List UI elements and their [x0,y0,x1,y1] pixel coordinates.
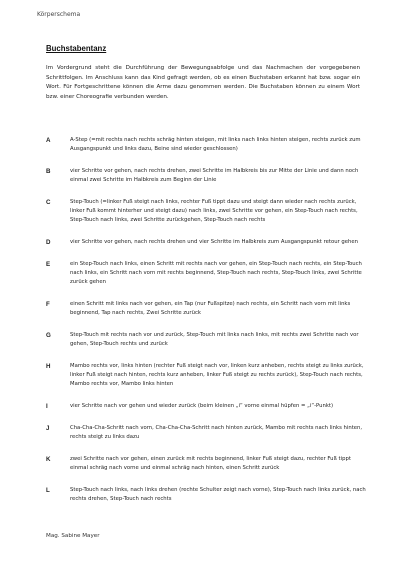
page-header: Körperschema [37,11,81,18]
step-letter: C [46,199,51,206]
step-entry-j [46,424,366,442]
step-description: zwei Schritte nach vor gehen, einen zurück mit rechts beginnend, linker Fuß steigt dazu, rechter Fuß tippt einmal schräg nach vorne und einmal schräg nach hinten, einen Schritt zurück [70,456,351,471]
step-entry-i [46,402,366,411]
document-title: Buchstabentanz [46,44,107,53]
step-description: Step-Touch mit rechts nach vor und zurück, Step-Touch mit links nach links, mit rechts zwei Schritte nach vor gehen, Step-Touch rechts und zurück [70,332,359,347]
step-description: vier Schritte nach vor gehen und wieder zurück (beim kleinen „i“ vorne einmal hüpfen = „i“-Punkt) [70,403,334,409]
step-entry-g [46,331,366,349]
step-description: A-Step (=mit rechts nach rechts schräg hinten steigen, mit links nach links hinten steigen, rechts zurück zum Ausgangspunkt und links dazu, Beine sind wieder geschlossen) [70,137,361,152]
step-entry-k [46,455,366,473]
step-letter: J [46,425,50,432]
step-entry-b [46,167,366,185]
step-entry-f [46,300,366,318]
step-letter: H [46,363,51,370]
step-letter: F [46,301,50,308]
intro-paragraph: Im Vordergrund steht die Durchführung der Bewegungsabfolge und das Nachmachen der vorgegebenen Schrittfolgen. Im Anschluss kann das Kind gefragt werden, ob es einen Buchstaben erkannt hat bzw. sogar ein Wort. Für Fortgeschrittene können die Arme dazu genommen werden. Die Buchstaben können zu einem Wort bzw. einer Choreografie verbunden werden. [46,65,360,100]
step-entry-c [46,198,366,225]
step-letter: A [46,137,51,144]
step-description: Step-Touch (=linker Fuß steigt nach links, rechter Fuß tippt dazu und steigt dann wieder nach rechts zurück, linker Fuß kommt hinterher und steigt dazu) nach links, zwei Schritte vor gehen, ein Step-Touch nach rechts, Step-Touch nach links, zwei Schritte zurückgehen, Step-Touch nach rechts [70,199,358,223]
step-description: Cha-Cha-Cha-Schritt nach vorn, Cha-Cha-Cha-Schritt nach hinten zurück, Mambo mit rechts nach links hinten, rechts steigt zu links dazu [70,425,363,440]
step-letter: K [46,456,51,463]
step-letter: E [46,261,51,268]
step-letter: G [46,332,51,339]
step-description: vier Schritte vor gehen, nach rechts drehen, zwei Schritte im Halbkreis bis zur Mitte der Linie und dann noch einmal zwei Schritte im Halbkreis zum Beginn der Linie [70,168,359,183]
step-list [46,136,366,504]
step-description: Mambo rechts vor, links hinten (rechter Fuß steigt nach vor, linken kurz anheben, rechts steigt zu links zurück, linker Fuß steigt nach hinten, rechts kurz anheben, linker Fuß steigt zu rechts zurück), Step-Touch nach rechts, Mambo rechts vor, Mambo links hinten [70,363,364,387]
step-description: ein Step-Touch nach links, einen Schritt mit rechts nach vor gehen, ein Step-Touch nach rechts, ein Step-Touch nach links, ein Schritt nach vorn mit rechts beginnend, Step-Touch nach rechts, Step-Touch links, zwei Schritte zurück gehen [70,261,362,285]
step-letter: D [46,239,51,246]
step-entry-a [46,136,366,154]
step-entry-l [46,486,366,504]
step-letter: L [46,487,50,494]
step-description: einen Schritt mit links nach vor gehen, ein Tap (nur Fußspitze) nach rechts, ein Schritt nach vorn mit links beginnend, Tap nach rechts, Zwei Schritte zurück [70,301,351,316]
step-letter: I [46,403,48,410]
step-entry-e [46,260,366,287]
step-description: vier Schritte vor gehen, nach rechts drehen und vier Schritte im Halbkreis zum Ausgangspunkt retour gehen [70,239,359,245]
page-footer: Mag. Sabine Mayer [46,533,100,539]
step-letter: B [46,168,51,175]
step-entry-d [46,238,366,247]
step-description: Step-Touch nach links, nach links drehen (rechte Schulter zeigt nach vorne), Step-Touch nach links zurück, nach rechts drehen, Step-Touch nach rechts [70,487,366,502]
step-entry-h [46,362,366,389]
